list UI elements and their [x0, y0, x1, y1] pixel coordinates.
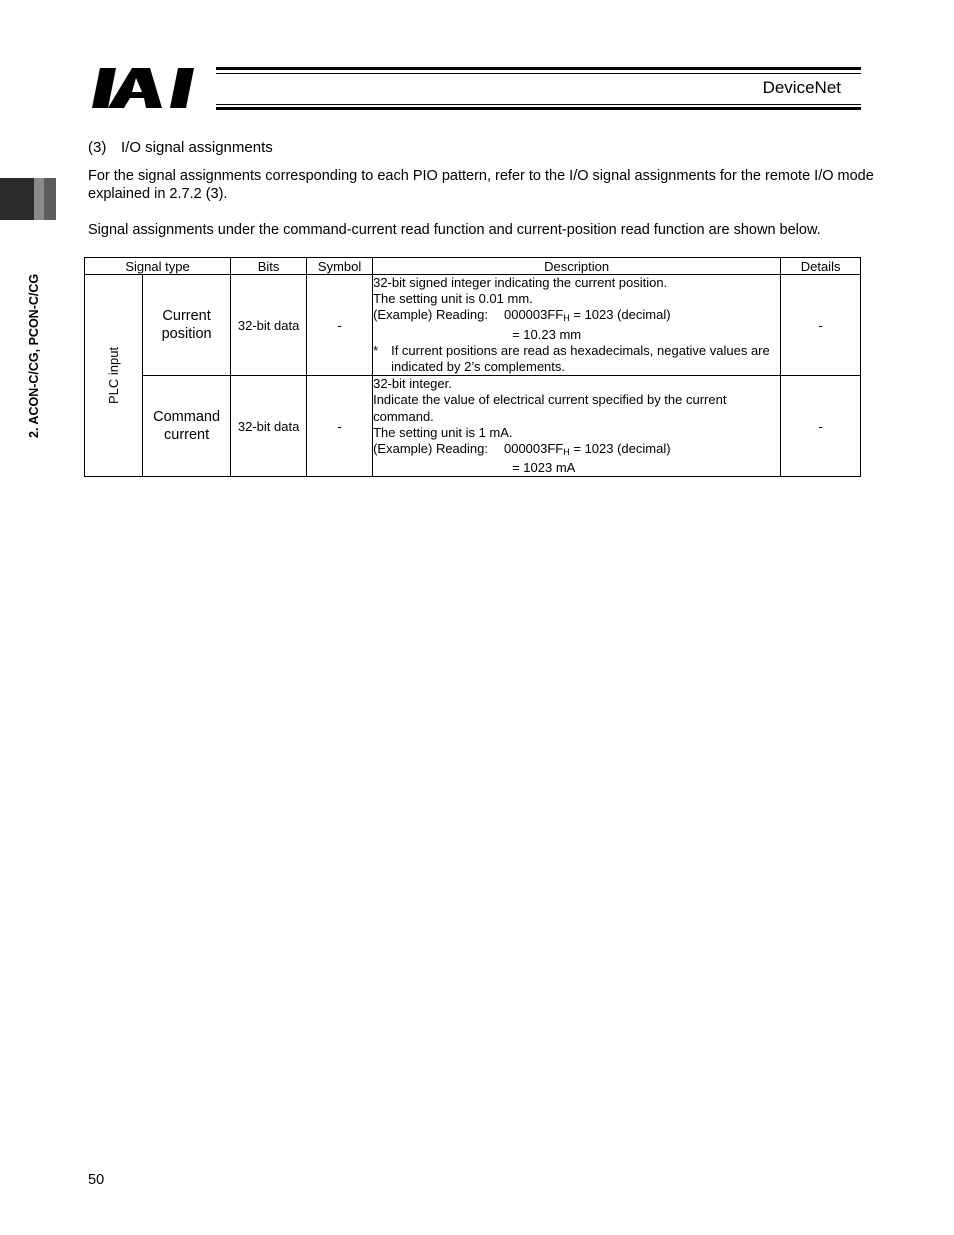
symbol-cell: -: [307, 376, 373, 477]
description-line: 32-bit integer.: [373, 376, 452, 392]
example-decimal: = 1023 (decimal): [569, 441, 671, 457]
header-rule-top: [216, 67, 861, 70]
note: [373, 343, 780, 375]
header-bits: Bits: [231, 258, 307, 275]
table-row: [85, 275, 861, 376]
symbol-cell: -: [307, 275, 373, 376]
signal-type-cell: [143, 275, 231, 376]
bits-cell: 32-bit data: [231, 275, 307, 376]
bits-cell: 32-bit data: [231, 376, 307, 477]
heading-number: (3): [88, 139, 107, 156]
chapter-tab-marker: [0, 178, 34, 220]
header-rule-bottom: [216, 107, 861, 110]
example-result: = 10.23 mm: [512, 326, 582, 342]
header-details: Details: [781, 258, 861, 275]
chapter-label: 2. ACON-C/CG, PCON-C/CG: [27, 273, 41, 438]
description-cell: [373, 275, 781, 376]
chapter-tab-marker-mid: [44, 178, 56, 220]
section-heading: [88, 139, 273, 156]
note-asterisk: *: [373, 342, 379, 358]
description-line: 32-bit signed integer indicating the current position.: [373, 275, 668, 290]
signal-type-line: Command: [153, 409, 221, 426]
signal-type-line: position: [161, 326, 212, 343]
signal-type-line: Current: [162, 308, 211, 325]
signal-assignment-table: [84, 257, 861, 477]
example-hex: 000003FF: [503, 441, 564, 457]
plc-input-label: PLC input: [106, 347, 122, 405]
header-description: Description: [373, 258, 781, 275]
page-number: 50: [88, 1172, 105, 1188]
header-rule-bottom-thin: [216, 104, 861, 105]
example-label: (Example) Reading:: [373, 441, 488, 457]
details-cell: -: [781, 275, 861, 376]
example-label: (Example) Reading:: [373, 307, 488, 323]
header-symbol: Symbol: [307, 258, 373, 275]
example-value: [504, 307, 671, 326]
example-line: [373, 441, 780, 460]
example-decimal: = 1023 (decimal): [569, 307, 671, 323]
description-cell: [373, 376, 781, 477]
header-rule-top-thin: [216, 73, 861, 74]
note-text: If current positions are read as hexadecimals, negative values are indicated by 2’s complements.: [391, 342, 770, 375]
description-line: Indicate the value of electrical current specified by the current: [373, 392, 727, 408]
header-signal-type: Signal type: [85, 258, 231, 275]
example-hex-subscript: H: [563, 447, 570, 458]
example-result: = 1023 mA: [512, 460, 576, 476]
table-row: [85, 376, 861, 477]
table-header-row: [85, 258, 861, 275]
paragraph-signal-assignments: Signal assignments under the command-current read function and current-position read function are shown below.: [88, 222, 821, 238]
signal-type-line: current: [164, 427, 210, 444]
iai-logo: [92, 64, 212, 112]
example-hex: 000003FF: [503, 307, 564, 323]
signal-type-cell: [143, 376, 231, 477]
details-cell: -: [781, 376, 861, 477]
plc-input-group: [85, 275, 143, 477]
example-line: [373, 307, 780, 326]
description-line: The setting unit is 1 mA.: [373, 424, 513, 440]
paragraph-pio-reference: For the signal assignments corresponding to each PIO pattern, refer to the I/O signal assignments for the remote I/O mode explained in 2.7.2 (3).: [88, 168, 874, 202]
description-line: command.: [373, 408, 434, 424]
section-name: DeviceNet: [762, 78, 841, 97]
example-value: [504, 441, 671, 460]
example-hex-subscript: H: [563, 313, 570, 324]
heading-text: I/O signal assignments: [121, 139, 273, 156]
description-line: The setting unit is 0.01 mm.: [373, 291, 533, 307]
